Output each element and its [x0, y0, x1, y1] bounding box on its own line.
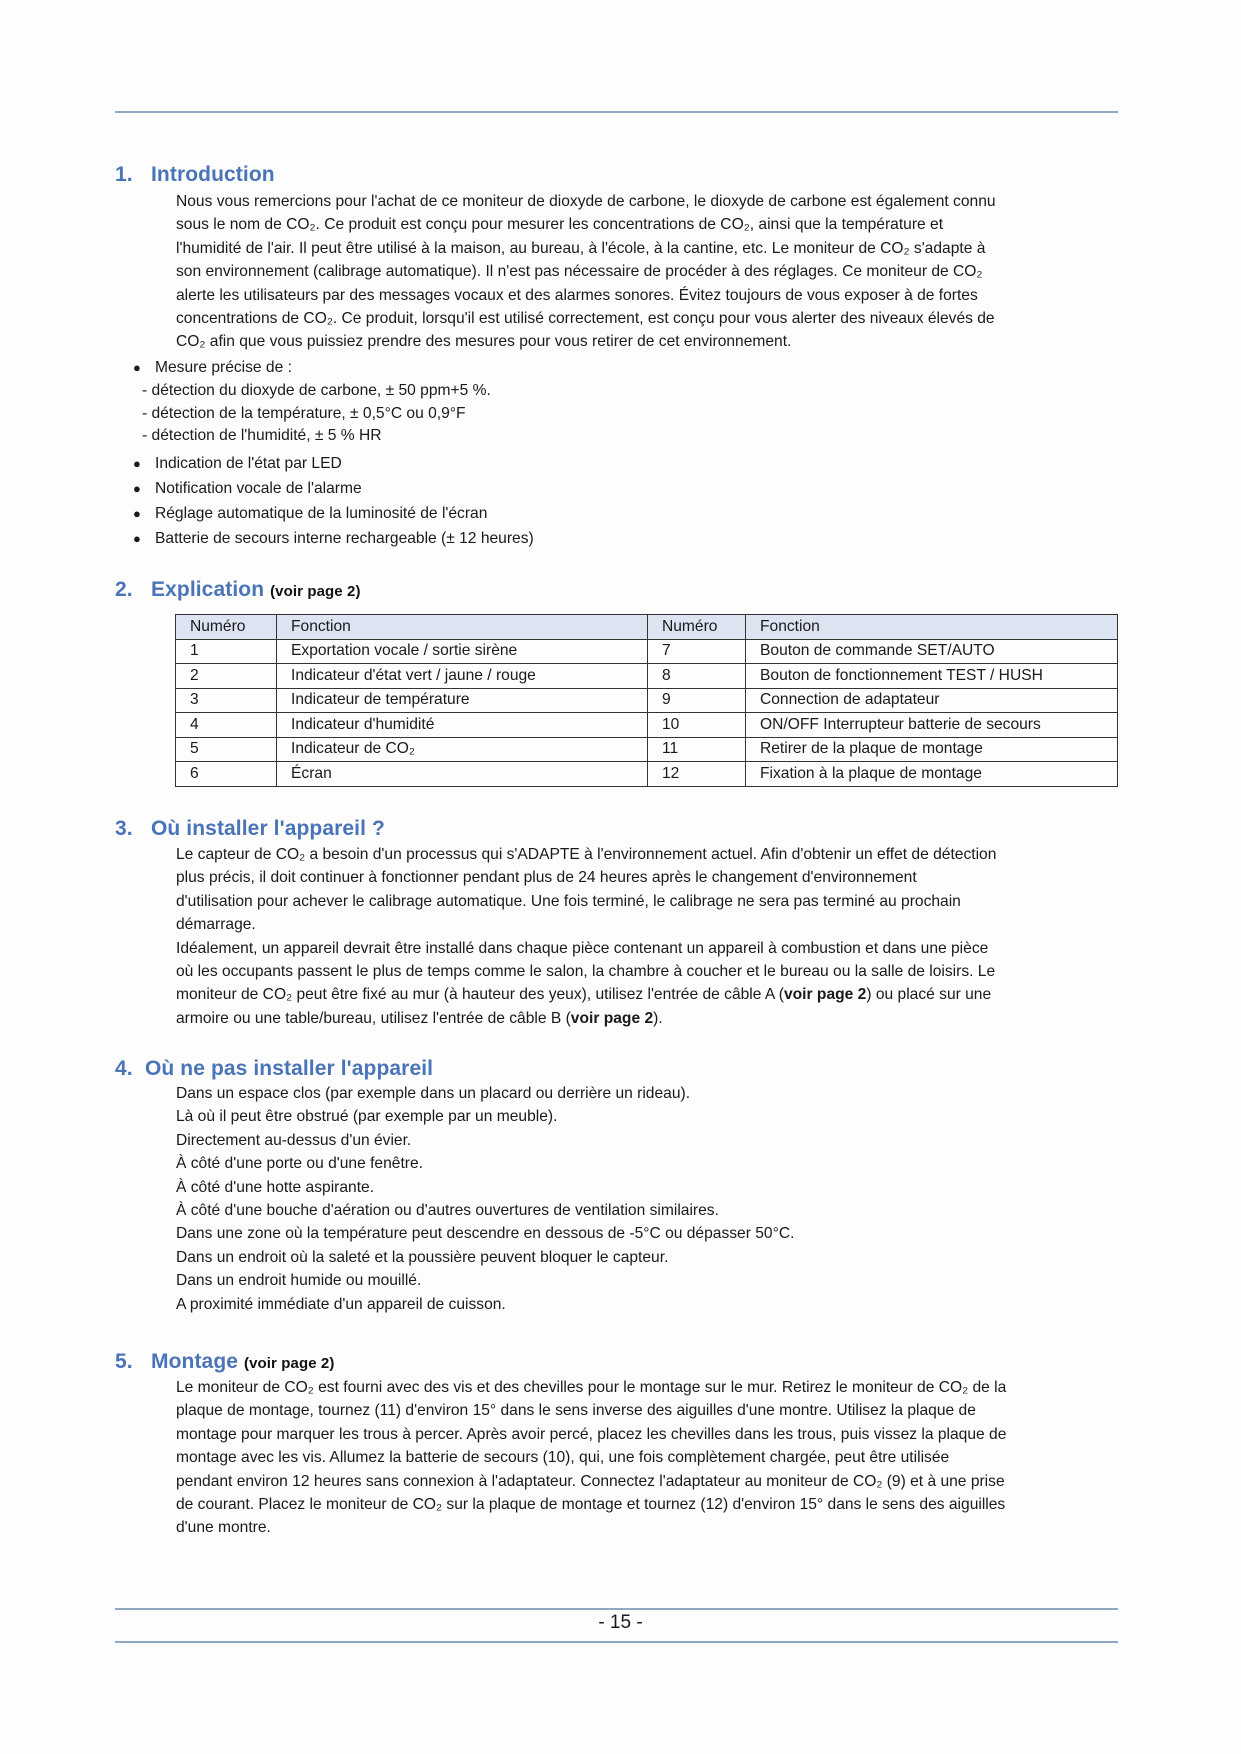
header-rule: [115, 111, 1118, 113]
bullet-icon: ●: [133, 531, 141, 546]
heading-no-install: 4. Où ne pas installer l'appareil: [115, 1057, 434, 1080]
bullet-icon: ●: [133, 360, 141, 375]
bullet-icon: ●: [133, 481, 141, 496]
table-header-row: Numéro Fonction Numéro Fonction: [176, 615, 1118, 640]
install-paragraph: Le capteur de CO₂ a besoin d'un processus qui s'ADAPTE à l'environnement actuel. Afin d'obtenir un effet de détection plus précis, il doit continuer à fonctionner pendant plus de 24 heures après le changement d'environnement d'utilisation pour achever le calibrage automatique. Une fois terminé, le calibrage ne sera pas terminé au prochain démarrage. Idéalement, un appareil devrait être installé dans chaque pièce contenant un appareil à combustion et dans une pièce où les occupants passent le plus de temps comme le salon, la chambre à coucher et le bureau ou la salle de loisirs. Le moniteur de CO₂ peut être fixé au mur (à hauteur des yeux), utilisez l'entrée de câble A (voir page 2) ou placé sur une armoire ou une table/bureau, utilisez l'entrée de câble B (voir page 2).: [176, 846, 997, 1027]
bullet-measure: ● Mesure précise de :: [133, 355, 292, 380]
table-row: 5 Indicateur de CO₂ 11 Retirer de la plaque de montage: [176, 737, 1118, 762]
page-reference: voir page 2: [783, 986, 867, 1004]
heading-install: 3. Où installer l'appareil ?: [115, 817, 385, 840]
bullet-icon: ●: [133, 506, 141, 521]
page-reference: voir page 2: [570, 1009, 654, 1027]
no-install-list: Dans un espace clos (par exemple dans un placard ou derrière un rideau). Là où il peut être obstrué (par exemple par un meuble). Directement au-dessus d'un évier. À côté d'une porte ou d'une fenêtre. À côté d'une hotte aspirante. À côté d'une bouche d'aération ou d'autres ouvertures de ventilation similaires. Dans une zone où la température peut descendre en dessous de -5°C ou dépasser 50°C. Dans un endroit où la saleté et la poussière peuvent bloquer le capteur. Dans un endroit humide ou mouillé. A proximité immédiate d'un appareil de cuisson.: [176, 1085, 795, 1313]
measure-list: - détection du dioxyde de carbone, ± 50 ppm+5 %. - détection de la température, ± 0,5°C ou 0,9°F - détection de l'humidité, ± 5 % HR: [142, 382, 491, 444]
footer-rule-bottom: [115, 1641, 1118, 1643]
table-row: 6 Écran 12 Fixation à la plaque de montage: [176, 762, 1118, 787]
footer-rule-top: [115, 1608, 1118, 1610]
bullet-icon: ●: [133, 456, 141, 471]
heading-montage: 5. Montage (voir page 2): [115, 1350, 335, 1373]
feature-bullets: ● Indication de l'état par LED ● Notification vocale de l'alarme ● Réglage automatique de la luminosité de l'écran ● Batterie de secours interne rechargeable (± 12 heures): [133, 451, 534, 551]
table-row: 3 Indicateur de température 9 Connection de adaptateur: [176, 688, 1118, 713]
function-table: [175, 614, 1118, 787]
table-row: 4 Indicateur d'humidité 10 ON/OFF Interrupteur batterie de secours: [176, 713, 1118, 738]
table-row: 2 Indicateur d'état vert / jaune / rouge 8 Bouton de fonctionnement TEST / HUSH: [176, 664, 1118, 689]
table-row: 1 Exportation vocale / sortie sirène 7 Bouton de commande SET/AUTO: [176, 639, 1118, 664]
montage-paragraph: Le moniteur de CO₂ est fourni avec des vis et des chevilles pour le montage sur le mur. Retirez le moniteur de CO₂ de la plaque de montage, tournez (11) d'environ 15° dans le sens inverse des aiguilles d'une montre. Utilisez la plaque de montage pour marquer les trous à percer. Après avoir percé, placez les chevilles dans les trous, puis vissez la plaque de montage avec les vis. Allumez la batterie de secours (10), qui, une fois complètement chargée, peut être utilisée pendant environ 12 heures sans connexion à l'adaptateur. Connectez l'adaptateur au moniteur de CO₂ (9) et à une prise de courant. Placez le moniteur de CO₂ sur la plaque de montage et tournez (12) d'environ 15° dans le sens des aiguilles d'une montre.: [176, 1379, 1007, 1537]
heading-introduction: 1. Introduction: [115, 163, 275, 186]
intro-paragraph: Nous vous remercions pour l'achat de ce moniteur de dioxyde de carbone, le dioxyde de carbone est également connu sous le nom de CO₂. Ce produit est conçu pour mesurer les concentrations de CO₂, ainsi que la température et l'humidité de l'air. Il peut être utilisé à la maison, au bureau, à l'école, à la cantine, etc. Le moniteur de CO₂ s'adapte à son environnement (calibrage automatique). Il n'est pas nécessaire de procéder à des réglages. Ce moniteur de CO₂ alerte les utilisateurs par des messages vocaux et des alarmes sonores. Évitez toujours de vous exposer à de fortes concentrations de CO₂. Ce produit, lorsqu'il est utilisé correctement, est conçu pour vous alerter des niveaux élevés de CO₂ afin que vous puissiez prendre des mesures pour vous retirer de cet environnement.: [176, 193, 996, 351]
heading-explication: 2. Explication (voir page 2): [115, 578, 361, 601]
page-number: - 15 -: [598, 1612, 643, 1633]
